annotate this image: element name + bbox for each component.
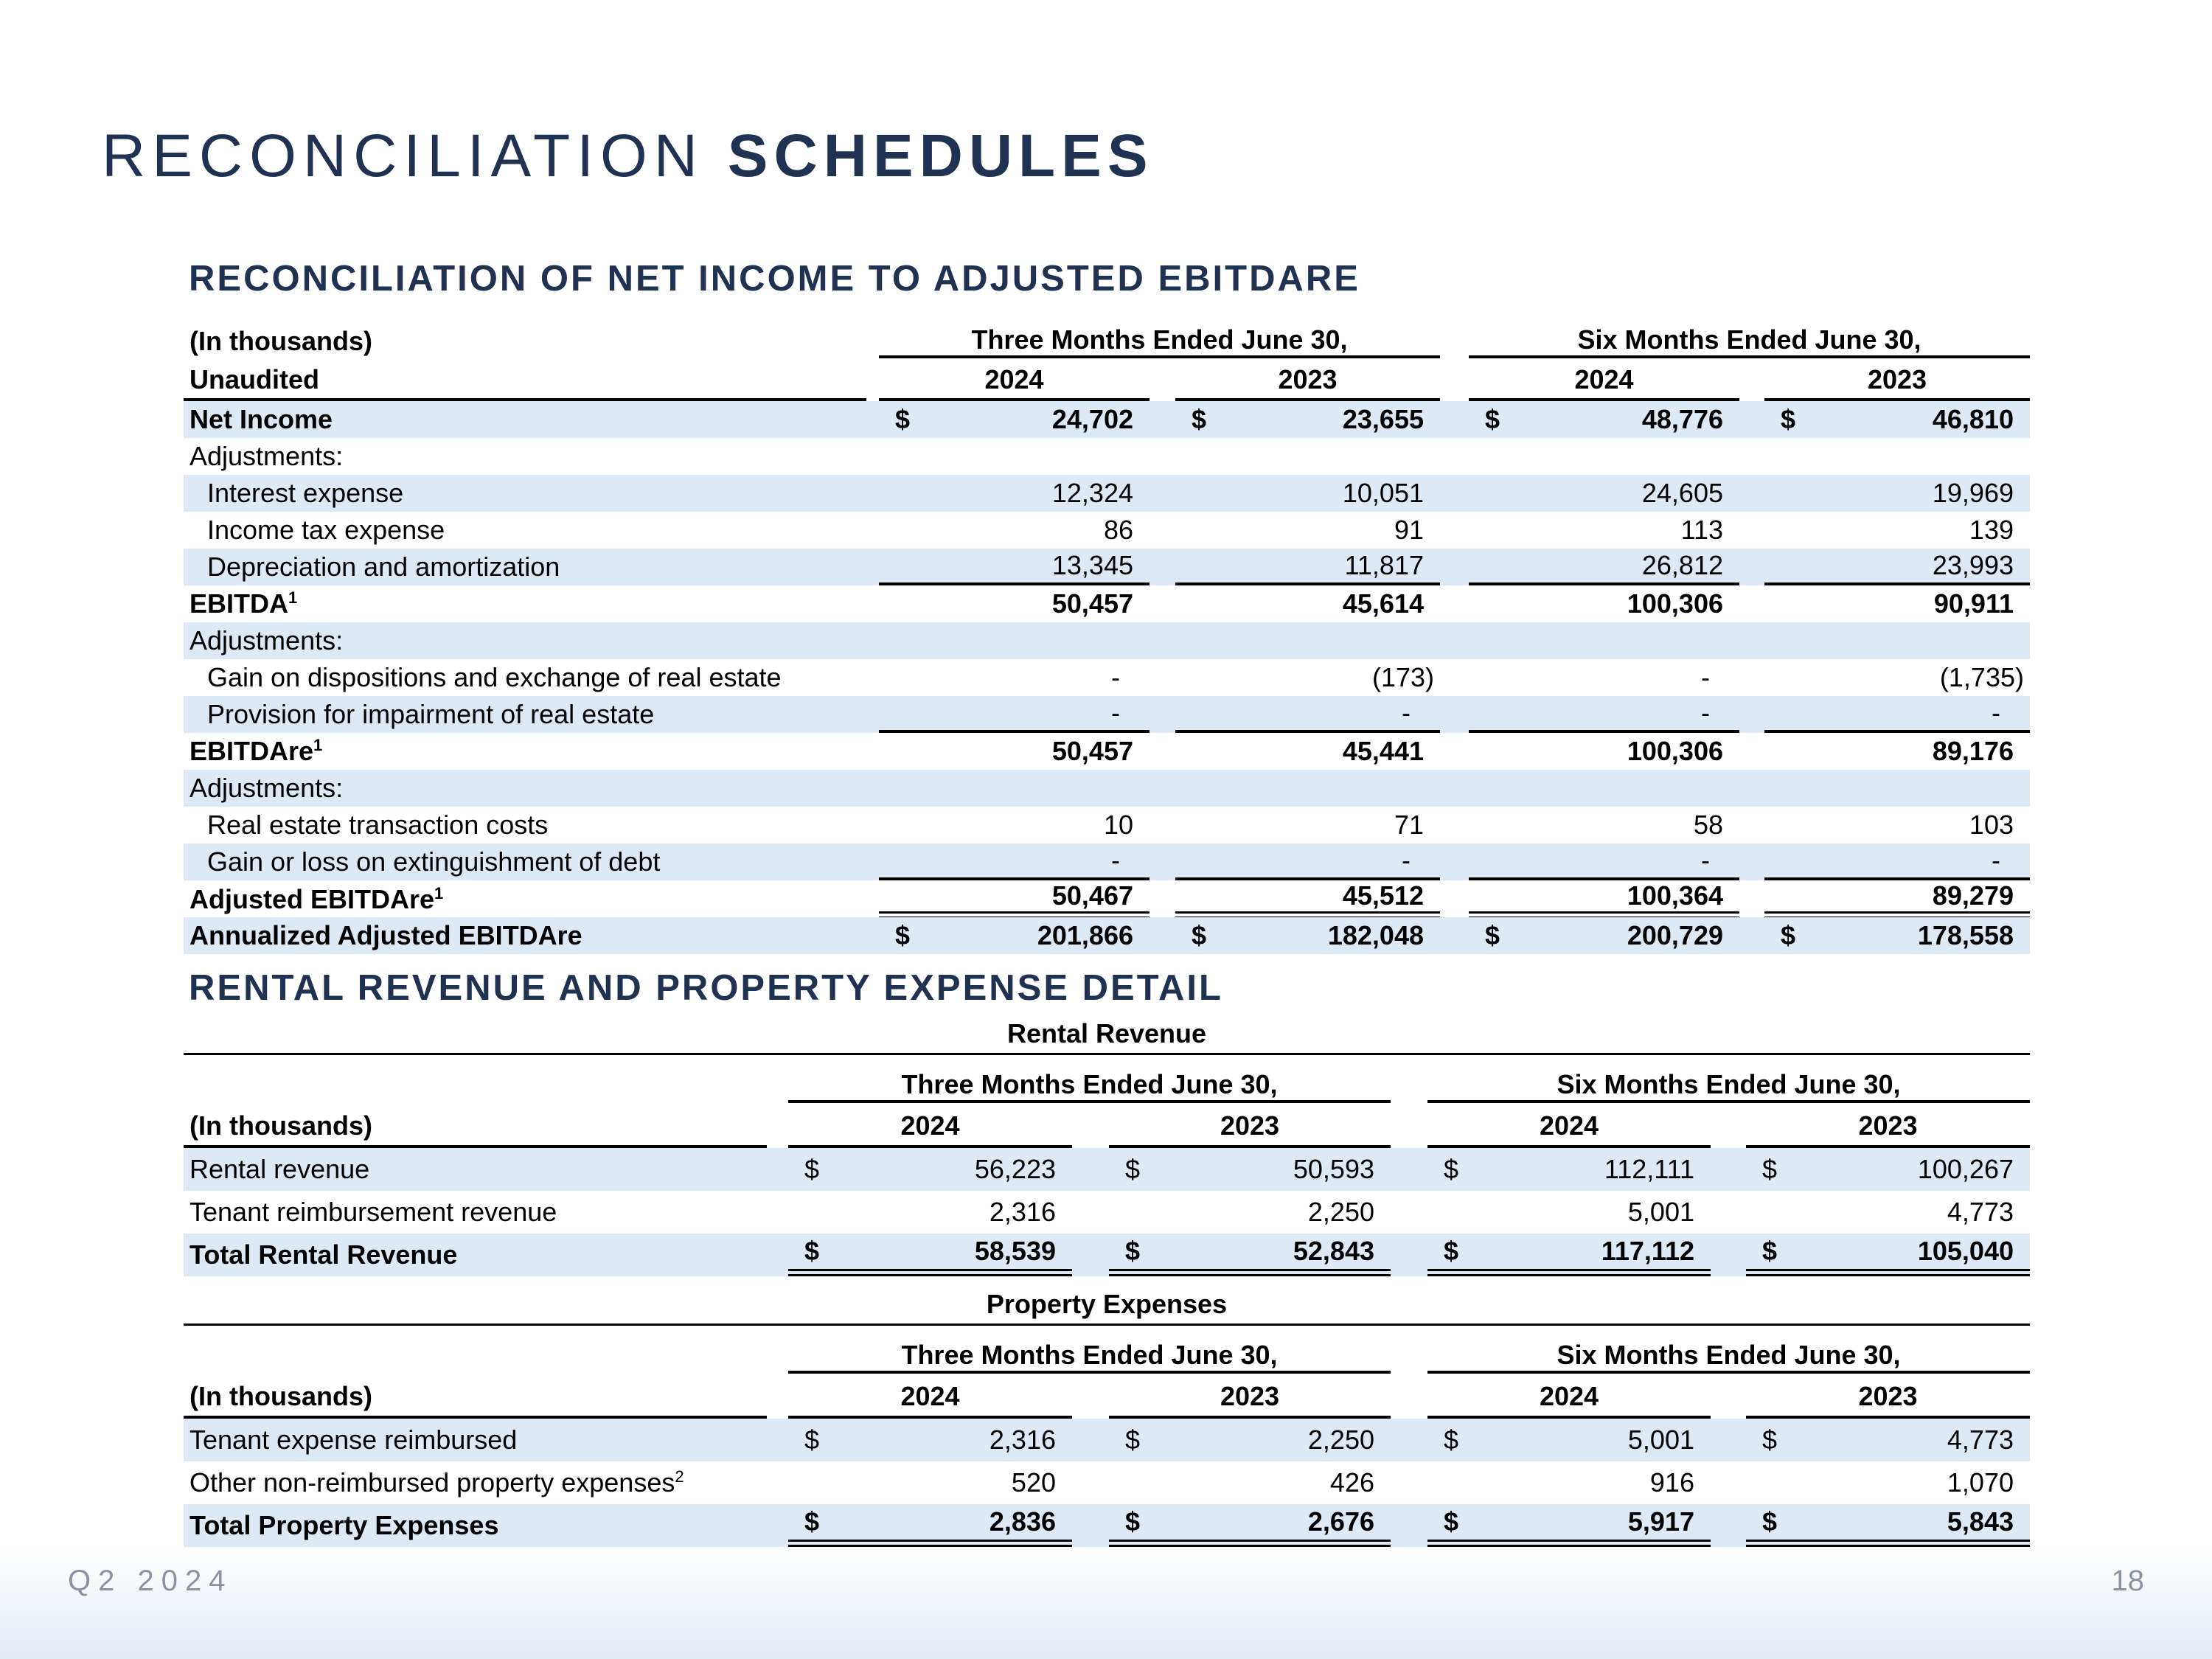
value-cell — [1469, 475, 1739, 512]
value-cell — [879, 622, 1150, 659]
row-label-text: Adjustments: — [189, 441, 344, 471]
table-row — [184, 1148, 2030, 1191]
row-label — [184, 1239, 767, 1270]
value-cell — [1175, 549, 1440, 585]
value: 52,843 — [1293, 1236, 1374, 1266]
value-cell — [1109, 1191, 1391, 1234]
value: 5,001 — [1627, 1425, 1694, 1455]
table-row — [184, 880, 2030, 917]
value-cell — [1764, 844, 2030, 880]
value: 50,467 — [1051, 880, 1133, 911]
value: 23,993 — [1932, 550, 2014, 580]
currency-symbol: $ — [1192, 920, 1207, 950]
value-cell — [1175, 622, 1440, 659]
currency-symbol: $ — [1192, 404, 1207, 434]
value: 4,773 — [1947, 1197, 2014, 1227]
value-cell — [1764, 512, 2030, 549]
row-label — [184, 1154, 767, 1185]
value: - — [1111, 845, 1120, 875]
value: - — [1992, 698, 2000, 728]
row-label-text: Total Rental Revenue — [189, 1239, 458, 1270]
value-cell — [788, 1504, 1072, 1547]
value: 45,614 — [1342, 588, 1424, 619]
table-row — [184, 1419, 2030, 1461]
value: - — [1402, 845, 1411, 875]
title-bold: SCHEDULES — [727, 122, 1154, 189]
value-cell — [1109, 1461, 1391, 1504]
value: 71 — [1394, 810, 1424, 840]
value-cell — [1469, 585, 1739, 622]
value-cell — [1469, 622, 1739, 659]
subtable-title: Rental Revenue — [1006, 1018, 1207, 1048]
value: 5,843 — [1947, 1506, 2014, 1537]
table-row — [184, 475, 2030, 512]
value: 89,279 — [1932, 880, 2014, 911]
group-header-row — [184, 321, 2030, 361]
value-cell — [788, 1234, 1072, 1276]
value: 2,676 — [1307, 1506, 1374, 1537]
value-cell — [1175, 585, 1440, 622]
row-label — [184, 1467, 767, 1498]
year-header-row — [184, 361, 2030, 401]
row-label-text: Net Income — [189, 404, 333, 434]
value-cell — [1764, 438, 2030, 475]
row-label — [184, 404, 866, 435]
currency-symbol: $ — [1125, 1154, 1141, 1184]
group-header-label: Six Months Ended June 30, — [1469, 324, 2030, 358]
value-cell — [1469, 438, 1739, 475]
currency-symbol: $ — [804, 1425, 820, 1455]
year-header: 2024 — [788, 1377, 1072, 1419]
row-label — [184, 515, 866, 546]
value-cell — [1175, 512, 1440, 549]
page-number: 18 — [2111, 1565, 2144, 1597]
value-cell — [1175, 880, 1440, 919]
row-label-text: Rental revenue — [189, 1154, 370, 1184]
row-label-text: Interest expense — [207, 478, 404, 508]
value-cell — [1175, 917, 1440, 954]
row-label-text: Real estate transaction costs — [207, 810, 549, 840]
value: - — [1701, 698, 1710, 728]
value-cell — [879, 917, 1150, 954]
value-cell — [1764, 549, 2030, 585]
row-label-text: Other non-reimbursed property expenses — [189, 1467, 675, 1498]
currency-symbol: $ — [1444, 1506, 1459, 1537]
subtable-title-row — [184, 1016, 2030, 1055]
value-cell — [1469, 401, 1739, 438]
value-cell — [1109, 1148, 1391, 1191]
value-cell — [1469, 549, 1739, 585]
value: 24,702 — [1051, 404, 1133, 434]
row-label-text: Gain or loss on extinguishment of debt — [207, 846, 661, 877]
value: 100,364 — [1627, 880, 1723, 911]
row-label — [184, 552, 866, 582]
row-label — [184, 810, 866, 841]
year-header-row — [184, 1107, 2030, 1148]
value: 178,558 — [1917, 920, 2014, 950]
value-cell — [879, 475, 1150, 512]
value: 139 — [1969, 515, 2014, 545]
value-cell — [1427, 1504, 1711, 1547]
value: 1,070 — [1947, 1467, 2014, 1498]
value: 5,917 — [1627, 1506, 1694, 1537]
value: 916 — [1649, 1467, 1694, 1498]
year-header-row — [184, 1377, 2030, 1419]
value: 19,969 — [1932, 478, 2014, 508]
table-row — [184, 549, 2030, 585]
group-header-label: Three Months Ended June 30, — [788, 1340, 1391, 1374]
value: 45,441 — [1342, 736, 1424, 766]
currency-symbol: $ — [1485, 404, 1500, 434]
group-header-six-months — [1427, 1340, 2030, 1374]
year-header: 2024 — [879, 361, 1150, 401]
row-label-text: Adjusted EBITDAre — [189, 884, 435, 914]
value-cell — [1469, 807, 1739, 844]
row-label-text: Gain on dispositions and exchange of real estate — [207, 662, 782, 692]
value-cell — [1746, 1461, 2030, 1504]
value: 182,048 — [1327, 920, 1424, 950]
table-row — [184, 844, 2030, 880]
table-row — [184, 1504, 2030, 1547]
value: 58 — [1693, 810, 1723, 840]
value: 2,316 — [989, 1197, 1056, 1227]
value-cell — [1764, 475, 2030, 512]
year-header: 2023 — [1746, 1377, 2030, 1419]
currency-symbol: $ — [1444, 1236, 1459, 1266]
value-cell — [1764, 770, 2030, 807]
value-cell — [1469, 733, 1739, 770]
value: 46,810 — [1932, 404, 2014, 434]
value-cell — [1175, 770, 1440, 807]
table-row — [184, 1234, 2030, 1276]
value-cell — [1109, 1504, 1391, 1547]
label-header: (In thousands) — [184, 1377, 767, 1419]
row-label-text: Total Property Expenses — [189, 1510, 499, 1540]
value: 112,111 — [1604, 1154, 1694, 1184]
currency-symbol: $ — [1762, 1425, 1778, 1455]
table-row — [184, 438, 2030, 475]
value: 2,250 — [1307, 1197, 1374, 1227]
table-row — [184, 401, 2030, 438]
label-header: (In thousands) — [184, 1107, 767, 1148]
value-cell — [1175, 696, 1440, 733]
value: 426 — [1329, 1467, 1374, 1498]
value-cell — [879, 512, 1150, 549]
row-label — [184, 773, 866, 804]
value-cell — [1427, 1148, 1711, 1191]
value: 105,040 — [1917, 1236, 2014, 1266]
value-cell — [879, 696, 1150, 733]
value-cell — [788, 1419, 1072, 1461]
row-label — [184, 846, 866, 877]
row-label-text: EBITDAre — [189, 736, 314, 766]
value-cell — [1469, 880, 1739, 919]
value: 56,223 — [974, 1154, 1056, 1184]
group-header-label: Three Months Ended June 30, — [879, 324, 1440, 358]
currency-symbol: $ — [1781, 920, 1796, 950]
value-cell — [1764, 401, 2030, 438]
group-header-six-months — [1469, 324, 2030, 358]
value-cell — [788, 1461, 1072, 1504]
value: 90,911 — [1933, 588, 2014, 619]
value: - — [1111, 662, 1120, 692]
table-row — [184, 770, 2030, 807]
value: - — [1992, 845, 2000, 875]
value-cell — [1175, 844, 1440, 880]
value-cell — [1764, 696, 2030, 733]
value-cell — [1746, 1191, 2030, 1234]
group-header-label: Six Months Ended June 30, — [1427, 1069, 2030, 1103]
year-header: 2024 — [1427, 1377, 1711, 1419]
group-header-six-months — [1427, 1069, 2030, 1103]
subtable-title-row — [184, 1287, 2030, 1326]
value-cell — [788, 1191, 1072, 1234]
currency-symbol: $ — [1444, 1425, 1459, 1455]
table-row — [184, 1461, 2030, 1504]
currency-symbol: $ — [1762, 1154, 1778, 1184]
value-cell — [879, 880, 1150, 919]
title-light: RECONCILIATION — [102, 122, 704, 189]
year-header: 2024 — [788, 1107, 1072, 1148]
table-row — [184, 807, 2030, 844]
value-cell — [1764, 807, 2030, 844]
year-header: 2023 — [1109, 1107, 1391, 1148]
row-label-text: Adjustments: — [189, 773, 344, 803]
value: - — [1111, 698, 1120, 728]
value-cell — [1469, 696, 1739, 733]
value: 91 — [1394, 515, 1424, 545]
group-header-row — [184, 1065, 2030, 1107]
value: 12,324 — [1051, 478, 1133, 508]
value: (1,735) — [1939, 662, 2024, 692]
footnote-marker: 2 — [675, 1467, 684, 1486]
table-row — [184, 659, 2030, 696]
value-cell — [1175, 733, 1440, 770]
row-label-text: Annualized Adjusted EBITDAre — [189, 920, 582, 950]
value: 86 — [1103, 515, 1133, 545]
value: - — [1701, 845, 1710, 875]
value-cell — [1175, 807, 1440, 844]
table-row — [184, 696, 2030, 733]
value: (173) — [1371, 662, 1434, 692]
value: 11,817 — [1344, 550, 1424, 580]
row-label-text: Tenant expense reimbursed — [189, 1425, 518, 1455]
table-row — [184, 622, 2030, 659]
value-cell — [879, 770, 1150, 807]
value: 2,316 — [989, 1425, 1056, 1455]
value: 50,593 — [1293, 1154, 1374, 1184]
value: 100,306 — [1627, 736, 1723, 766]
table-row — [184, 585, 2030, 622]
value: 2,250 — [1307, 1425, 1374, 1455]
value-cell — [788, 1148, 1072, 1191]
value-cell — [1175, 659, 1440, 696]
currency-symbol: $ — [1444, 1154, 1459, 1184]
value: 13,345 — [1051, 550, 1133, 580]
value-cell — [1427, 1191, 1711, 1234]
value-cell — [1764, 917, 2030, 954]
value-cell — [879, 844, 1150, 880]
footnote-marker: 1 — [434, 884, 444, 902]
spacer — [184, 1326, 2030, 1336]
value: 103 — [1969, 810, 2014, 840]
value: 24,605 — [1641, 478, 1723, 508]
value-cell — [1746, 1504, 2030, 1547]
row-label — [184, 478, 866, 509]
footer-period: Q2 2024 — [68, 1565, 233, 1597]
group-header-label: Three Months Ended June 30, — [788, 1069, 1391, 1103]
value: 100,267 — [1917, 1154, 2014, 1184]
value-cell — [1764, 622, 2030, 659]
row-label — [184, 736, 866, 767]
value-cell — [1109, 1234, 1391, 1276]
group-header-row — [184, 1336, 2030, 1377]
currency-symbol: $ — [1125, 1506, 1141, 1537]
value-cell — [1427, 1419, 1711, 1461]
currency-symbol: $ — [1485, 920, 1500, 950]
row-label-text: Adjustments: — [189, 625, 344, 655]
row-label — [184, 441, 866, 472]
section-heading-ebitdare: RECONCILIATION OF NET INCOME TO ADJUSTED EBITDARE — [189, 259, 1360, 299]
value: 48,776 — [1641, 404, 1723, 434]
value-cell — [1469, 844, 1739, 880]
value: 58,539 — [974, 1236, 1056, 1266]
value-cell — [1746, 1419, 2030, 1461]
subtable-title: Property Expenses — [986, 1289, 1228, 1319]
value: - — [1402, 698, 1411, 728]
label-header: Unaudited — [184, 361, 866, 401]
row-label — [184, 1510, 767, 1541]
value: 50,457 — [1051, 588, 1133, 619]
value-cell — [879, 733, 1150, 770]
value-cell — [1427, 1461, 1711, 1504]
currency-symbol: $ — [1762, 1236, 1778, 1266]
table-row — [184, 1191, 2030, 1234]
table-row — [184, 512, 2030, 549]
value: 5,001 — [1627, 1197, 1694, 1227]
row-label — [184, 1197, 767, 1228]
value: - — [1701, 662, 1710, 692]
value-cell — [1469, 917, 1739, 954]
year-header: 2023 — [1109, 1377, 1391, 1419]
spacer — [184, 1055, 2030, 1065]
row-label-text: Depreciation and amortization — [207, 552, 560, 582]
row-label — [184, 699, 866, 730]
row-label — [184, 588, 866, 619]
value-cell — [1469, 512, 1739, 549]
value-cell — [879, 549, 1150, 585]
value: 23,655 — [1342, 404, 1424, 434]
value: 50,457 — [1051, 736, 1133, 766]
row-label-text: EBITDA — [189, 588, 288, 619]
group-header-three-months — [788, 1069, 1391, 1103]
value-cell — [879, 807, 1150, 844]
currency-symbol: $ — [1781, 404, 1796, 434]
currency-symbol: $ — [895, 920, 911, 950]
table-row — [184, 733, 2030, 770]
row-label — [184, 884, 866, 915]
value-cell — [879, 659, 1150, 696]
year-header: 2024 — [1427, 1107, 1711, 1148]
row-label-text: Income tax expense — [207, 515, 445, 545]
value-cell — [1175, 401, 1440, 438]
value-cell — [1746, 1148, 2030, 1191]
value: 100,306 — [1627, 588, 1723, 619]
value-cell — [1175, 475, 1440, 512]
value-cell — [879, 585, 1150, 622]
year-header: 2023 — [1746, 1107, 2030, 1148]
value-cell — [1469, 770, 1739, 807]
value: 10 — [1103, 810, 1133, 840]
row-label — [184, 625, 866, 656]
value-cell — [879, 438, 1150, 475]
currency-symbol: $ — [804, 1236, 820, 1266]
row-label — [184, 1425, 767, 1455]
value-cell — [1175, 438, 1440, 475]
currency-symbol: $ — [804, 1154, 820, 1184]
value: 200,729 — [1627, 920, 1723, 950]
value-cell — [1764, 659, 2030, 696]
currency-symbol: $ — [895, 404, 911, 434]
group-header-label: Six Months Ended June 30, — [1427, 1340, 2030, 1374]
currency-symbol: $ — [1125, 1236, 1141, 1266]
value: 45,512 — [1342, 880, 1424, 911]
value: 113 — [1680, 515, 1723, 545]
value-cell — [879, 401, 1150, 438]
ebitdare-table — [184, 321, 2030, 954]
value: 26,812 — [1641, 550, 1723, 580]
footnote-marker: 1 — [313, 736, 323, 754]
group-header-three-months — [788, 1340, 1391, 1374]
value-cell — [1764, 733, 2030, 770]
footer-band — [0, 1548, 2212, 1659]
year-header: 2023 — [1175, 361, 1440, 401]
table-row — [184, 917, 2030, 954]
row-label-text: Tenant reimbursement revenue — [189, 1197, 557, 1227]
value: 201,866 — [1037, 920, 1133, 950]
value-cell — [1746, 1234, 2030, 1276]
currency-symbol: $ — [1762, 1506, 1778, 1537]
currency-symbol: $ — [1125, 1425, 1141, 1455]
property-expenses-table — [184, 1287, 2030, 1547]
value-cell — [1109, 1419, 1391, 1461]
year-header: 2024 — [1469, 361, 1739, 401]
value: 520 — [1011, 1467, 1056, 1498]
label-header: (In thousands) — [189, 326, 372, 356]
value: 10,051 — [1342, 478, 1424, 508]
value: 117,112 — [1601, 1236, 1694, 1266]
row-label — [184, 920, 866, 951]
section-heading-rental: RENTAL REVENUE AND PROPERTY EXPENSE DETAIL — [189, 968, 1223, 1008]
value: 89,176 — [1932, 736, 2014, 766]
page-title — [102, 122, 1154, 191]
currency-symbol: $ — [804, 1506, 820, 1537]
value-cell — [1469, 659, 1739, 696]
group-header-three-months — [879, 324, 1440, 358]
footnote-marker: 1 — [288, 588, 298, 607]
year-header: 2023 — [1764, 361, 2030, 401]
row-label — [184, 662, 866, 693]
value-cell — [1764, 585, 2030, 622]
row-label-text: Provision for impairment of real estate — [207, 699, 655, 729]
value: 2,836 — [989, 1506, 1056, 1537]
value-cell — [1764, 880, 2030, 919]
rental-revenue-table — [184, 1016, 2030, 1276]
value-cell — [1427, 1234, 1711, 1276]
value: 4,773 — [1947, 1425, 2014, 1455]
